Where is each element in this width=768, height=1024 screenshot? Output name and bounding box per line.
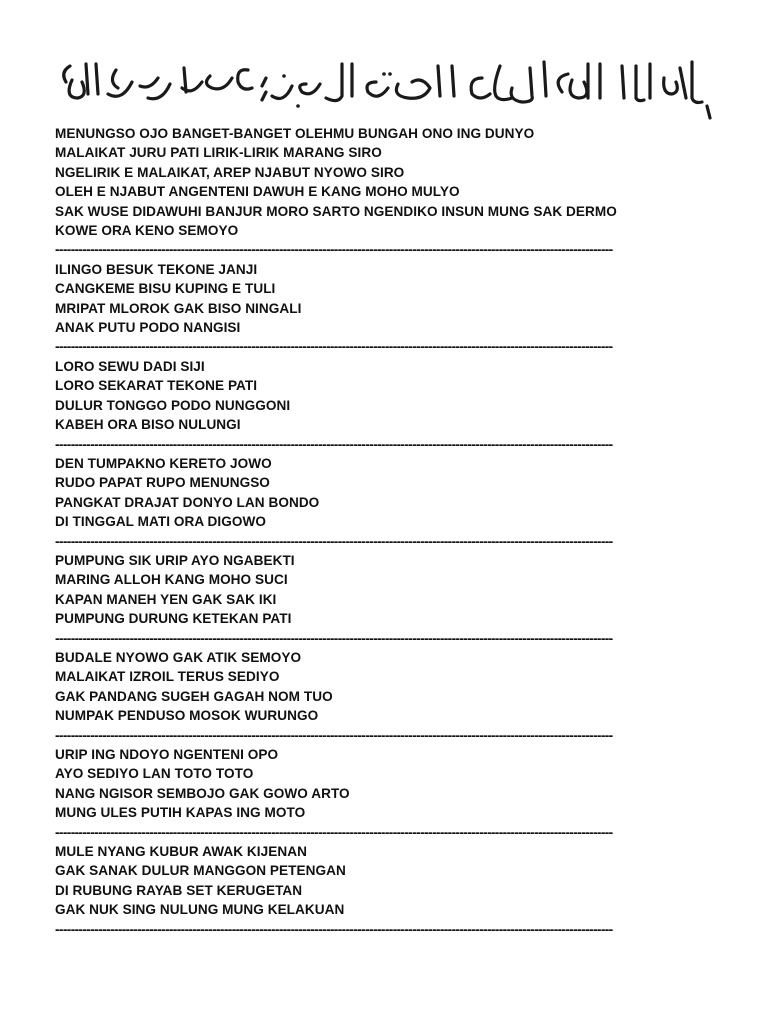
dashed-divider: ----------------------------------------------------------------------------------------------------------------------------------------------: [55, 630, 613, 646]
calligraphy-image: [52, 48, 714, 124]
poem-line: NGELIRIK E MALAIKAT, AREP NJABUT NYOWO SIRO: [55, 164, 405, 180]
poem-line: SAK WUSE DIDAWUHI BANJUR MORO SARTO NGENDIKO INSUN MUNG SAK DERMO: [55, 203, 617, 219]
poem-line: OLEH E NJABUT ANGENTENI DAWUH E KANG MOHO MULYO: [55, 184, 460, 200]
poem-line: DEN TUMPAKNO KERETO JOWO: [55, 455, 272, 471]
dashed-divider: ----------------------------------------------------------------------------------------------------------------------------------------------: [55, 242, 613, 258]
poem-line: BUDALE NYOWO GAK ATIK SEMOYO: [55, 649, 302, 665]
stanza-4: [55, 454, 715, 532]
dashed-divider: ----------------------------------------------------------------------------------------------------------------------------------------------: [55, 921, 613, 937]
dashed-divider: ----------------------------------------------------------------------------------------------------------------------------------------------: [55, 727, 613, 743]
poem-line: GAK PANDANG SUGEH GAGAH NOM TUO: [55, 688, 333, 704]
poem-line: PUMPUNG SIK URIP AYO NGABEKTI: [55, 552, 295, 568]
stanza-8: [55, 842, 715, 920]
poem-line: MULE NYANG KUBUR AWAK KIJENAN: [55, 844, 307, 860]
poem-line: LORO SEWU DADI SIJI: [55, 358, 205, 374]
poem-line: DULUR TONGGO PODO NUNGGONI: [55, 397, 291, 413]
poem-line: MALAIKAT JURU PATI LIRIK-LIRIK MARANG SIRO: [55, 145, 382, 161]
poem-line: DI TINGGAL MATI ORA DIGOWO: [55, 514, 266, 530]
poem-line: ANAK PUTU PODO NANGISI: [55, 320, 241, 336]
poem-line: MARING ALLOH KANG MOHO SUCI: [55, 572, 288, 588]
dashed-divider: ----------------------------------------------------------------------------------------------------------------------------------------------: [55, 339, 613, 355]
stanza-7: [55, 745, 715, 823]
poem-line: MALAIKAT IZROIL TERUS SEDIYO: [55, 669, 280, 685]
poem-line: GAK SANAK DULUR MANGGON PETENGAN: [55, 863, 346, 879]
poem-line: CANGKEME BISU KUPING E TULI: [55, 281, 276, 297]
stanza-1: [55, 124, 715, 240]
poem-line: LORO SEKARAT TEKONE PATI: [55, 378, 258, 394]
poem-line: URIP ING NDOYO NGENTENI OPO: [55, 747, 279, 762]
dashed-divider: ----------------------------------------------------------------------------------------------------------------------------------------------: [55, 533, 613, 549]
poem-line: GAK NUK SING NULUNG MUNG KELAKUAN: [55, 902, 345, 918]
arabic-calligraphy-header: [52, 48, 714, 124]
poem-line: NUMPAK PENDUSO MOSOK WURUNGO: [55, 708, 319, 724]
poem-line: MRIPAT MLOROK GAK BISO NINGALI: [55, 300, 302, 316]
dashed-divider: ----------------------------------------------------------------------------------------------------------------------------------------------: [55, 824, 613, 840]
stanza-5: [55, 551, 715, 629]
poem-line: DI RUBUNG RAYAB SET KERUGETAN: [55, 882, 303, 898]
poem-line: KAPAN MANEH YEN GAK SAK IKI: [55, 591, 277, 607]
dashed-divider: ----------------------------------------------------------------------------------------------------------------------------------------------: [55, 436, 613, 452]
poem-line: KOWE ORA KENO SEMOYO: [55, 223, 239, 239]
poem-line: NANG NGISOR SEMBOJO GAK GOWO ARTO: [55, 785, 350, 801]
poem-line: RUDO PAPAT RUPO MENUNGSO: [55, 475, 270, 491]
stanza-3: [55, 357, 715, 435]
poem-line: MUNG ULES PUTIH KAPAS ING MOTO: [55, 805, 306, 821]
poem-line: PUMPUNG DURUNG KETEKAN PATI: [55, 611, 292, 627]
stanza-6: [55, 648, 715, 726]
poem-line: AYO SEDIYO LAN TOTO TOTO: [55, 766, 254, 782]
poem-line: PANGKAT DRAJAT DONYO LAN BONDO: [55, 494, 320, 510]
poem-line: ILINGO BESUK TEKONE JANJI: [55, 261, 258, 277]
stanza-2: [55, 260, 715, 338]
poem-line: MENUNGSO OJO BANGET-BANGET OLEHMU BUNGAH ONO ING DUNYO: [55, 126, 535, 141]
poem-line: KABEH ORA BISO NULUNGI: [55, 417, 241, 433]
poem-content: [55, 124, 715, 939]
